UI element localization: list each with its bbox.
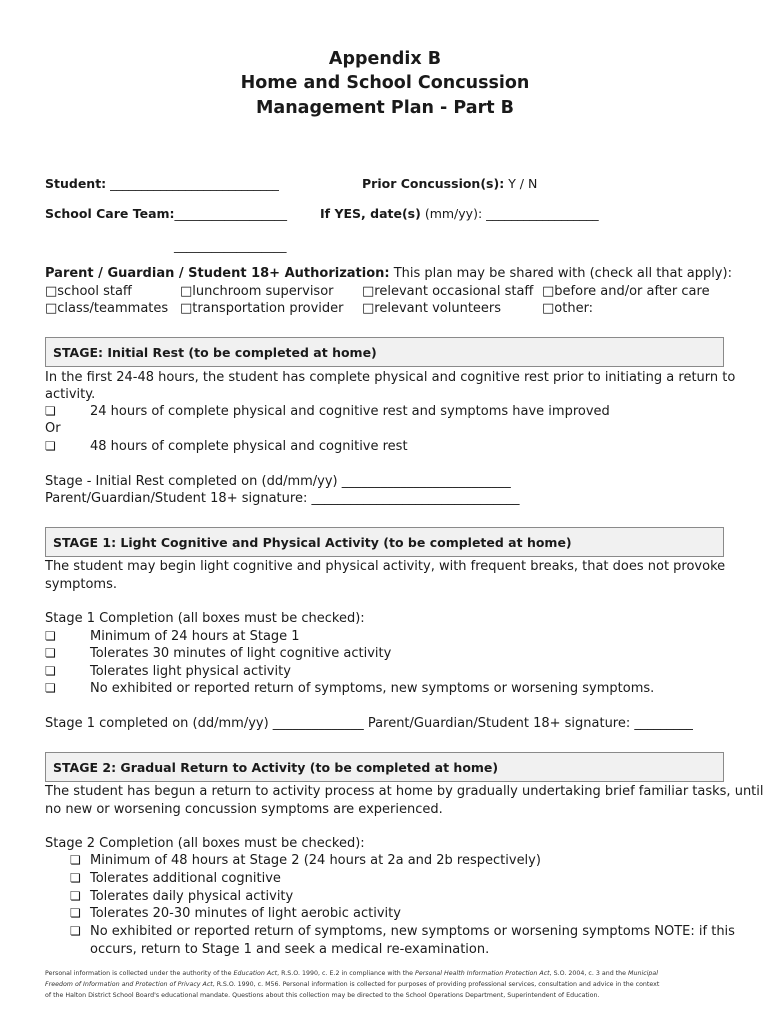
title-line3: Management Plan - Part B (255, 98, 515, 118)
stage0-item-1-text: 24 hours of complete physical and cognitive rest and symptoms have improved (90, 404, 610, 419)
team-label: School Care Team: (45, 206, 175, 221)
stage0-item-2-text: 48 hours of complete physical and cognitive rest (90, 439, 408, 454)
stage2-item-text: Tolerates additional cognitive (90, 871, 281, 886)
checkbox-icon[interactable]: ❏ (70, 906, 81, 920)
prior-concussion-field[interactable] (362, 176, 537, 191)
if-yes-value[interactable]: (mm/yy): __________________ (424, 206, 599, 221)
auth-option-other[interactable]: □other: (542, 301, 594, 316)
stage0-item-1[interactable] (45, 404, 610, 419)
stage1-item-text: Tolerates 30 minutes of light cognitive activity (90, 646, 392, 661)
stage2-item[interactable] (70, 906, 401, 921)
stage1-item[interactable] (45, 646, 392, 661)
stage2-item-text: Tolerates 20-30 minutes of light aerobic activity (90, 906, 401, 921)
prior-value[interactable]: Y / N (508, 176, 538, 191)
stage2-item-5-continued: occurs, return to Stage 1 and seek a medical re-examination. (90, 942, 490, 957)
stage0-item-2[interactable] (45, 439, 408, 454)
stage0-or: Or (45, 421, 61, 436)
footer-line-1: Personal information is collected under the authority of the Education Act, R.S.O. 1990, c. E.2 in compliance with the Personal Health Information Protection Act, S.O. 2004, c. 3 and the Municipal (45, 970, 659, 977)
stage-2-heading: STAGE 2: Gradual Return to Activity (to be completed at home) (53, 760, 499, 775)
stage-initial-rest-header (45, 337, 724, 367)
checkbox-icon[interactable]: ❏ (70, 853, 81, 867)
stage0-intro-1: In the first 24-48 hours, the student has complete physical and cognitive rest prior to initiating a return to (45, 370, 736, 385)
stage1-item[interactable] (45, 681, 655, 696)
checkbox-icon[interactable]: ❏ (70, 889, 81, 903)
authorization-line (45, 266, 732, 281)
stage1-completed-field[interactable]: Stage 1 completed on (dd/mm/yy) ______________ Parent/Guardian/Student 18+ signature: _________ (45, 716, 693, 731)
if-yes-label: If YES, date(s) (320, 206, 421, 221)
stage1-completion-label: Stage 1 Completion (all boxes must be checked): (45, 611, 365, 626)
stage2-item-text: Tolerates daily physical activity (90, 889, 294, 904)
stage1-item-text: No exhibited or reported return of symptoms, new symptoms or worsening symptoms. (90, 681, 655, 696)
stage2-item[interactable] (70, 853, 541, 868)
student-blank[interactable]: ___________________________ (110, 176, 279, 191)
stage-initial-rest-heading: STAGE: Initial Rest (to be completed at home) (53, 345, 377, 360)
school-care-team-field[interactable] (45, 206, 287, 221)
stage-1-header (45, 527, 724, 557)
checkbox-icon[interactable]: ❏ (45, 439, 56, 453)
stage2-intro-1: The student has begun a return to activity process at home by gradually undertaking brief familiar tasks, until (45, 784, 764, 799)
auth-option-before-after-care[interactable]: □before and/or after care (542, 284, 710, 299)
stage1-item-text: Minimum of 24 hours at Stage 1 (90, 629, 300, 644)
checkbox-icon[interactable]: ❏ (45, 404, 56, 418)
team-blank-2[interactable]: __________________ (174, 238, 287, 253)
checkbox-icon[interactable]: ❏ (45, 646, 56, 660)
stage0-signature-field[interactable]: Parent/Guardian/Student 18+ signature: ________________________________ (45, 491, 520, 506)
student-field[interactable] (45, 176, 279, 191)
stage2-item[interactable] (70, 871, 281, 886)
if-yes-field[interactable] (320, 206, 599, 221)
title-line1: Appendix B (328, 49, 442, 69)
auth-option-occasional-staff[interactable]: □relevant occasional staff (362, 284, 534, 299)
stage1-intro-2: symptoms. (45, 577, 118, 592)
title-line2: Home and School Concussion (240, 73, 530, 93)
auth-option-transportation[interactable]: □transportation provider (180, 301, 344, 316)
authorization-label: Parent / Guardian / Student 18+ Authorization: (45, 266, 390, 281)
stage1-item[interactable] (45, 664, 291, 679)
stage-1-heading: STAGE 1: Light Cognitive and Physical Activity (to be completed at home) (53, 535, 572, 550)
stage2-item-text: No exhibited or reported return of symptoms, new symptoms or worsening symptoms NOTE: if this (90, 924, 735, 939)
stage2-item[interactable] (70, 924, 735, 939)
checkbox-icon[interactable]: ❏ (70, 871, 81, 885)
team-blank[interactable]: __________________ (174, 206, 288, 221)
stage0-intro-2: activity. (45, 387, 96, 402)
auth-option-class-teammates[interactable]: □class/teammates (45, 301, 169, 316)
auth-option-school-staff[interactable]: □school staff (45, 284, 132, 299)
student-label: Student: (45, 176, 107, 191)
stage-2-header (45, 752, 724, 782)
auth-option-volunteers[interactable]: □relevant volunteers (362, 301, 502, 316)
checkbox-icon[interactable]: ❏ (70, 924, 81, 938)
stage2-completion-label: Stage 2 Completion (all boxes must be checked): (45, 836, 365, 851)
stage1-item-text: Tolerates light physical activity (90, 664, 291, 679)
auth-option-lunchroom[interactable]: □lunchroom supervisor (180, 284, 334, 299)
stage2-intro-2: no new or worsening concussion symptoms are experienced. (45, 802, 443, 817)
stage1-intro-1: The student may begin light cognitive and physical activity, with frequent breaks, that does not provoke (45, 559, 726, 574)
stage1-item[interactable] (45, 629, 300, 644)
footer-line-3: of the Halton District School Board's educational mandate. Questions about this collection may be directed to the School Operations Department, Superintendent of Education. (45, 992, 600, 999)
stage2-item-text: Minimum of 48 hours at Stage 2 (24 hours at 2a and 2b respectively) (90, 853, 541, 868)
footer-line-2: Freedom of Information and Protection of Privacy Act, R.S.O. 1990, c. M56. Personal information is collected for purposes of providing professional services, consultation and advice in the context (45, 981, 660, 988)
checkbox-icon[interactable]: ❏ (45, 629, 56, 643)
checkbox-icon[interactable]: ❏ (45, 681, 56, 695)
stage2-item[interactable] (70, 889, 294, 904)
checkbox-icon[interactable]: ❏ (45, 664, 56, 678)
authorization-text: This plan may be shared with (check all that apply): (393, 266, 732, 281)
prior-label: Prior Concussion(s): (362, 176, 505, 191)
stage0-completed-field[interactable]: Stage - Initial Rest completed on (dd/mm/yy) __________________________ (45, 474, 511, 489)
